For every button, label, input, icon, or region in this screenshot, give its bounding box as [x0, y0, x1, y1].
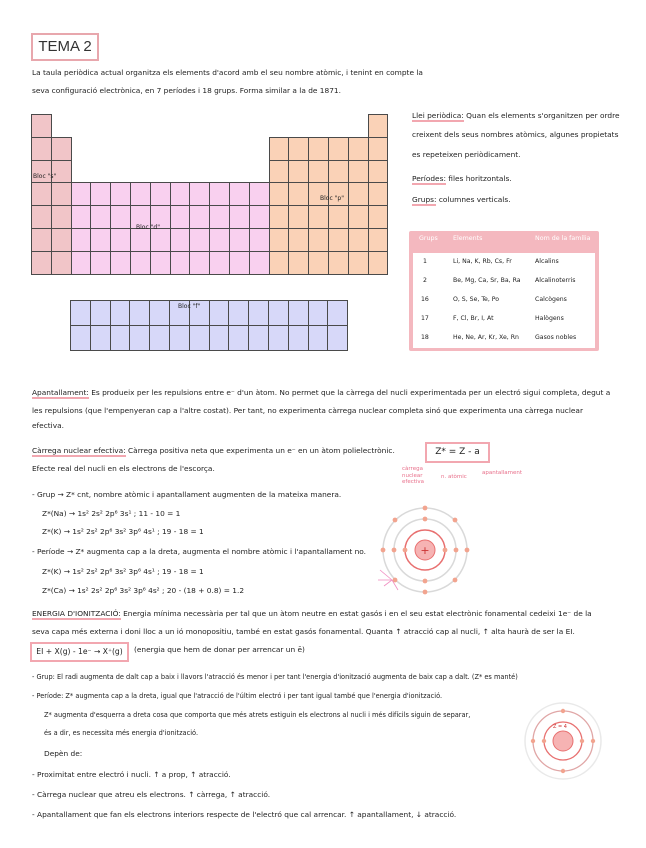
element-cell [328, 228, 349, 252]
apantallament-term: Apantallament: [32, 388, 89, 397]
zeff-formula: Z* = Z - a [425, 442, 490, 463]
periode-k: Z*(K) → 1s² 2s² 2p⁶ 3s² 3p⁶ 4s¹ ; 19 - 18 = 1 [42, 567, 204, 576]
families-cell: Halògens [535, 315, 564, 322]
element-cell [308, 205, 329, 229]
element-cell [189, 205, 210, 229]
element-cell-f [90, 300, 111, 326]
element-cell [348, 251, 369, 275]
periode-heading: - Període → Z* augmenta cap a la dreta, augmenta el nombre atòmic i l'apantallament no. [32, 547, 367, 556]
families-row [413, 272, 595, 291]
families-cell: 18 [421, 334, 429, 341]
element-cell [368, 251, 389, 275]
element-cell-f [70, 300, 91, 326]
depen-item-2: - Càrrega nuclear que atreu els electrons. ↑ càrrega, ↑ atracció. [32, 790, 271, 799]
element-cell-f [248, 325, 269, 351]
element-cell [368, 160, 389, 184]
element-cell-f [228, 325, 249, 351]
families-row [413, 253, 595, 272]
depen-heading: Depèn de: [44, 749, 83, 758]
element-cell [51, 137, 72, 161]
element-cell [31, 251, 52, 275]
element-cell [31, 228, 52, 252]
carrega-line-2: Efecte real del nucli en els electrons de l'escorça. [32, 464, 215, 473]
element-cell-f [228, 300, 249, 326]
families-cell: Alcalinoterris [535, 277, 576, 284]
element-cell [328, 137, 349, 161]
element-cell [90, 182, 111, 206]
element-cell [328, 251, 349, 275]
element-cell [288, 205, 309, 229]
element-cell [368, 205, 389, 229]
element-cell-f [110, 300, 131, 326]
element-cell [368, 137, 389, 161]
intro-line-1: La taula periòdica actual organitza els elements d'acord amb el seu nombre atòmic, i tenint en compte la [32, 68, 423, 77]
element-cell [150, 228, 171, 252]
carrega-text-1: Càrrega positiva neta que experimenta un e⁻ en un àtom polielectrònic. [128, 446, 395, 455]
families-cell: 2 [423, 277, 427, 284]
carrega-term: Càrrega nuclear efectiva: [32, 446, 126, 455]
element-cell [308, 137, 329, 161]
ei-formula-note: (energia que hem de donar per arrencar un ē) [134, 645, 305, 654]
element-cell [90, 251, 111, 275]
element-cell [150, 251, 171, 275]
families-header-familia: Nom de la família [535, 235, 591, 242]
element-cell-f [288, 325, 309, 351]
element-cell [269, 205, 290, 229]
element-cell [130, 251, 151, 275]
element-cell [269, 137, 290, 161]
element-cell [269, 160, 290, 184]
llei-text-2: creixent dels seus nombres atòmics, algunes propietats [412, 130, 619, 139]
element-cell [209, 251, 230, 275]
element-cell [90, 228, 111, 252]
element-cell [189, 251, 210, 275]
element-cell [249, 251, 270, 275]
element-cell-f [209, 325, 230, 351]
note-n-atomic: n. atòmic [441, 474, 467, 480]
llei-term: Llei periòdica: [412, 111, 464, 120]
energia-text-1: Energia mínima necessària per tal que un àtom neutre en estat gasós i en el seu estat electrònic fonamental cedeixi 1e⁻ de la [123, 609, 592, 618]
grup-k: Z*(K) → 1s² 2s² 2p⁶ 3s² 3p⁶ 4s¹ ; 19 - 18 = 1 [42, 527, 204, 536]
element-cell [71, 251, 92, 275]
element-cell [31, 182, 52, 206]
families-row [413, 329, 595, 348]
element-cell [209, 205, 230, 229]
element-cell [170, 205, 191, 229]
families-header-grups: Grups [419, 235, 438, 242]
periode-ca: Z*(Ca) → 1s² 2s² 2p⁶ 3s² 3p⁶ 4s² ; 20 - (18 + 0.8) = 1.2 [42, 586, 245, 595]
element-cell-f [129, 325, 150, 351]
element-cell [249, 205, 270, 229]
energia-line-1 [32, 609, 592, 619]
families-row [413, 310, 595, 329]
families-cell: Gasos nobles [535, 334, 577, 341]
element-cell [269, 228, 290, 252]
element-cell [249, 228, 270, 252]
block-f-label: Bloc "f" [178, 303, 201, 310]
element-cell [288, 137, 309, 161]
atom-small-label: Z = 4 [553, 724, 567, 730]
element-cell [368, 114, 389, 138]
element-cell [51, 205, 72, 229]
apantallament-text-1: Es produeix per les repulsions entre e⁻ d'un àtom. No permet que la càrrega del nucli experimentada per un electró sigui completa, degut a [91, 388, 611, 397]
element-cell-f [149, 325, 170, 351]
families-header-elements: Elements [453, 235, 483, 242]
element-cell [170, 228, 191, 252]
element-cell-f [248, 300, 269, 326]
element-cell [328, 205, 349, 229]
element-cell [308, 251, 329, 275]
element-cell [130, 228, 151, 252]
element-cell-f [189, 325, 210, 351]
families-table [409, 231, 599, 351]
depen-item-1: - Proximitat entre electró i nucli. ↑ a prop, ↑ atracció. [32, 770, 231, 779]
trend-grup: - Grup: El radi augmenta de dalt cap a baix i llavors l'atracció és menor i per tant l'energia d'ionització augmenta de baix cap a dalt. (Z* es manté) [32, 673, 518, 681]
element-cell [71, 182, 92, 206]
element-cell [288, 182, 309, 206]
element-cell-f [308, 325, 329, 351]
llei-definition [412, 111, 620, 121]
element-cell [90, 205, 111, 229]
element-cell-f [110, 325, 131, 351]
apantallament-line-2: les repulsions (que l'empenyeran cap a l'altre costat). Per tant, no experimenta càrrega nuclear completa sinó que experimenta una càrrega nuclear [32, 406, 583, 415]
element-cell [150, 182, 171, 206]
atom-diagram-large [370, 500, 480, 610]
element-cell [209, 182, 230, 206]
element-cell [110, 182, 131, 206]
element-cell [170, 251, 191, 275]
element-cell [31, 205, 52, 229]
ei-formula: EI + X(g) - 1e⁻ → X⁺(g) [30, 642, 129, 662]
element-cell-f [327, 325, 348, 351]
element-cell-f [90, 325, 111, 351]
apantallament-line-1 [32, 388, 610, 398]
element-cell [170, 182, 191, 206]
element-cell [209, 228, 230, 252]
families-cell: F, Cl, Br, I, At [453, 315, 494, 322]
apantallament-line-3: efectiva. [32, 421, 64, 430]
families-cell: Alcalins [535, 258, 559, 265]
trend-periode-3: és a dir, es necessita més energia d'ionització. [44, 729, 199, 737]
carrega-line-1 [32, 446, 395, 456]
element-cell [31, 114, 52, 138]
element-cell-f [209, 300, 230, 326]
periodes-text: files horitzontals. [448, 174, 512, 183]
element-cell [328, 160, 349, 184]
page-title: TEMA 2 [31, 33, 99, 61]
element-cell [269, 182, 290, 206]
element-cell-f [149, 300, 170, 326]
element-cell-f [70, 325, 91, 351]
families-cell: 16 [421, 296, 429, 303]
families-cell: O, S, Se, Te, Po [453, 296, 500, 303]
families-cell: 1 [423, 258, 427, 265]
element-cell [130, 182, 151, 206]
llei-text-1: Quan els elements s'organitzen per ordre [466, 111, 620, 120]
element-cell [368, 182, 389, 206]
grups-definition [412, 195, 511, 205]
grup-heading: - Grup → Z* cnt, nombre atòmic i apantallament augmenten de la mateixa manera. [32, 490, 342, 499]
element-cell [189, 182, 210, 206]
note-apantallament: apantallament [482, 470, 523, 476]
element-cell [269, 251, 290, 275]
element-cell [348, 205, 369, 229]
energia-term: ENERGIA D'IONITZACIÓ: [32, 609, 121, 618]
block-d-label: Bloc "d" [136, 224, 160, 231]
element-cell [348, 137, 369, 161]
trend-periode-2: Z* augmenta d'esquerra a dreta cosa que comporta que més atrets estiguin els electrons al nucli i més difícils siguin de separar, [44, 711, 471, 719]
element-cell-f [268, 325, 289, 351]
element-cell [368, 228, 389, 252]
element-cell-f [169, 325, 190, 351]
element-cell [288, 251, 309, 275]
element-cell [229, 205, 250, 229]
element-cell-f [129, 300, 150, 326]
element-cell [308, 160, 329, 184]
element-cell [110, 205, 131, 229]
element-cell [348, 160, 369, 184]
periodes-definition [412, 174, 512, 184]
element-cell [110, 251, 131, 275]
element-cell [31, 137, 52, 161]
element-cell [308, 228, 329, 252]
grups-text: columnes verticals. [438, 195, 511, 204]
element-cell-f [308, 300, 329, 326]
families-cell: Li, Na, K, Rb, Cs, Fr [453, 258, 512, 265]
grup-na: Z*(Na) → 1s² 2s² 2p⁶ 3s¹ ; 11 - 10 = 1 [42, 509, 181, 518]
element-cell [229, 228, 250, 252]
element-cell [229, 182, 250, 206]
element-cell [348, 228, 369, 252]
families-row [413, 291, 595, 310]
element-cell [189, 228, 210, 252]
families-cell: 17 [421, 315, 429, 322]
families-cell: Calcògens [535, 296, 567, 303]
svg-text:+: + [420, 544, 430, 557]
element-cell [71, 228, 92, 252]
element-cell-f [268, 300, 289, 326]
grups-term: Grups: [412, 195, 437, 204]
block-s-label: Bloc "s" [33, 173, 57, 180]
element-cell [229, 251, 250, 275]
block-p-label: Bloc "p" [320, 195, 344, 202]
element-cell [249, 182, 270, 206]
depen-item-3: - Apantallament que fan els electrons interiors respecte de l'electró que cal arrencar. ↑ apantallament, ↓ atracció. [32, 810, 457, 819]
element-cell [71, 205, 92, 229]
energia-line-2: seva capa més externa i doni lloc a un ió monopositiu, també en estat gasós fonamental. Quanta ↑ atracció cap al nucli, ↑ alta haurà de ser la EI. [32, 627, 575, 636]
element-cell [51, 182, 72, 206]
element-cell [288, 228, 309, 252]
families-cell: He, Ne, Ar, Kr, Xe, Rn [453, 334, 519, 341]
note-zeff: càrrega nuclear efectiva [402, 466, 425, 485]
element-cell-f [288, 300, 309, 326]
element-cell-f [327, 300, 348, 326]
families-cell: Be, Mg, Ca, Sr, Ba, Ra [453, 277, 521, 284]
element-cell [110, 228, 131, 252]
trend-periode-1: - Període: Z* augmenta cap a la dreta, igual que l'atracció de l'últim electró i per tant igual també que l'energia d'ionització. [32, 692, 443, 700]
llei-text-3: es repeteixen periòdicament. [412, 150, 521, 159]
atom-diagram-small [522, 700, 604, 782]
periodes-term: Períodes: [412, 174, 446, 183]
element-cell [51, 251, 72, 275]
intro-line-2: seva configuració electrònica, en 7 períodes i 18 grups. Forma similar a la de 1871. [32, 86, 341, 95]
element-cell [348, 182, 369, 206]
element-cell [288, 160, 309, 184]
element-cell [51, 228, 72, 252]
